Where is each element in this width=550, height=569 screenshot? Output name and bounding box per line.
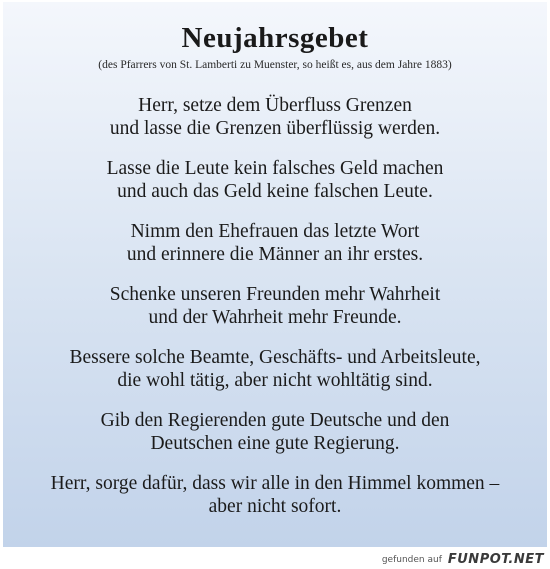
stanza-5 [3,346,547,392]
funpot-logo[interactable]: FUNPOT.NET [447,552,544,567]
stanza-line: Deutschen eine gute Regierung. [150,433,400,454]
stanza-4 [3,283,547,329]
stanza-line: und erinnere die Männer an ihr erstes. [126,244,424,265]
stanza-line: Gib den Regierenden gute Deutsche und den [100,410,450,431]
stanza-1 [3,94,547,140]
stanza-line: Herr, setze dem Überfluss Grenzen [138,95,412,116]
stanza-list [3,94,547,535]
footer-bar [0,549,550,569]
stanza-line: und der Wahrheit mehr Freunde. [148,307,402,328]
stanza-2 [3,157,547,203]
stanza-line: die wohl tätig, aber nicht wohltätig sind. [117,370,433,391]
page-subtitle: (des Pfarrers von St. Lamberti zu Muenster, so heißt es, aus dem Jahre 1883) [98,59,452,71]
stanza-line: und lasse die Grenzen überflüssig werden. [109,118,441,139]
stanza-line: aber nicht sofort. [208,496,342,517]
stanza-line: Schenke unseren Freunden mehr Wahrheit [109,284,441,305]
stanza-3 [3,220,547,266]
credit-text: gefunden auf [381,554,442,565]
stanza-line: Nimm den Ehefrauen das letzte Wort [130,221,420,242]
stanza-6 [3,409,547,455]
stanza-line: Herr, sorge dafür, dass wir alle in den Himmel kommen – [50,473,500,494]
page-title: Neujahrsgebet [181,22,369,54]
stanza-line: Lasse die Leute kein falsches Geld machen [106,158,444,179]
stanza-line: und auch das Geld keine falschen Leute. [117,181,433,202]
stanza-line: Bessere solche Beamte, Geschäfts- und Arbeitsleute, [69,347,481,368]
source-credit [382,552,544,567]
stanza-7 [3,472,547,518]
prayer-card [3,2,547,547]
